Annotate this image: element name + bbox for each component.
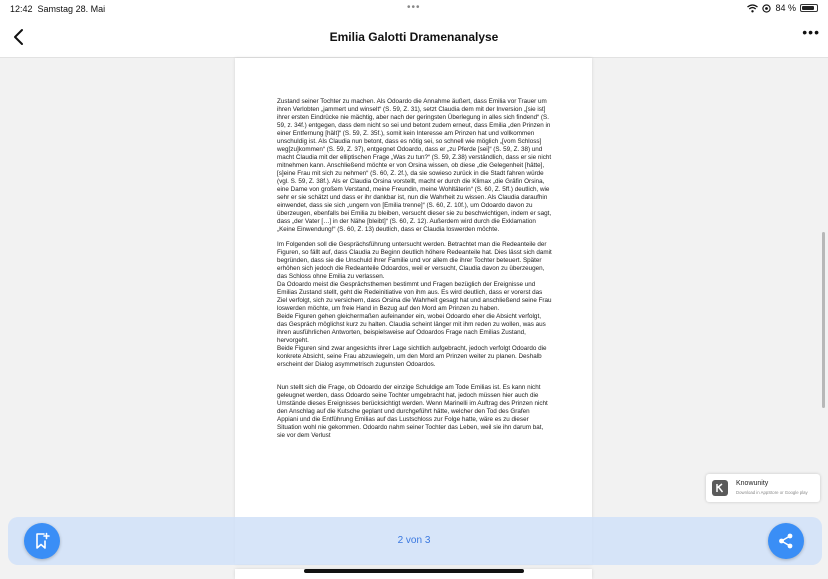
paragraph-2: Im Folgenden soll die Gesprächsführung untersucht werden. Betrachtet man die Redeanteile der Figuren, so fällt auf, dass Claudia zu Beginn deutlich höhere Redeanteile hat. Dies lässt sich damit begründen, dass sie die Unschuld ihrer Familie und vor allem die ihrer Tochter beteuert. Später erhöhen sich jedoch die Redeanteile Odoardos, weil er versucht, Claudia davon zu überzeugen, das Schloss ohne Emilia zu verlassen. Da Odoardo meist die Gesprächsthemen bestimmt und Fragen bezüglich der Ereignisse und Emilias Zustand stellt, geht die Redeinitiative von ihm aus. Es wird deutlich, dass er vorerst das Ziel verfolgt, sich zu versichern, dass Orsina die Wahrheit gesagt hat und anschließend seine Frau loswerden möchte, um freie Hand in Bezug auf den Mord am Prinzen zu haben. Beide Figuren gehen gleichermaßen aufeinander ein, wobei Odoardo eher die Absicht verfolgt, das Gespräch möglichst kurz zu halten. Claudia scheint länger mit ihm reden zu wollen, was aus ihren ausführlichen Antworten, beispielsweise auf Odoardos Frage nach Emilias Zustand, hervorgeht. Beide Figuren sind zwar angesichts ihrer Lage sichtlich aufgebracht, jedoch verfolgt Odoardo die konkrete Absicht, seine Frau abzuwiegeln, um den Mord am Prinzen weiter zu planen. Deshalb erscheint der Dialog asymmetrisch zugunsten Odoardos.: [277, 241, 552, 368]
paragraph-3: Nun stellt sich die Frage, ob Odoardo der einzige Schuldige am Tode Emilias ist. Es kann nicht geleugnet werden, dass Odoardo seine Tochter umgebracht hat, jedoch müssen hier auch die Umstände dieses Ereignisses berücksichtigt werden. Wenn Marinelli im Auftrag des Prinzen nicht den Anschlag auf die Kutsche geplant und durchgeführt hätte, welcher den Tod des Grafen Appiani und die Entführung Emilias auf das Lustschloss zur Folge hatte, wäre es zu dieser Situation wohl nie gekommen. Odoardo nahm seiner Tochter das Leben, weil sie ihn darum bat, sie vor dem Verlust: [277, 384, 548, 439]
location-icon: [762, 4, 771, 13]
knowunity-badge[interactable]: [706, 474, 820, 502]
knowunity-name: Knowunity: [736, 480, 769, 487]
more-options-icon[interactable]: •••: [802, 24, 820, 40]
status-date: Samstag 28. Mai: [37, 4, 106, 14]
status-time: 12:42 Samstag 28. Mai: [10, 4, 106, 14]
battery-fill: [802, 6, 814, 10]
page-indicator: 2 von 3: [397, 535, 431, 546]
knowunity-subtitle: Download in AppStore or Google play: [736, 490, 808, 495]
status-bar: [0, 0, 828, 18]
page-title: Emilia Galotti Dramenanalyse: [329, 30, 499, 44]
battery-percent: 84 %: [775, 3, 796, 13]
bookmark-button[interactable]: [24, 523, 60, 559]
wifi-icon: [747, 4, 758, 13]
share-button[interactable]: [768, 523, 804, 559]
home-indicator[interactable]: [304, 569, 524, 573]
document-page[interactable]: [235, 58, 592, 564]
knowunity-logo-icon: [712, 480, 728, 496]
bookmark-plus-icon: [33, 532, 51, 550]
nav-bar: [0, 18, 828, 58]
share-icon: [777, 532, 795, 550]
battery-icon: [800, 4, 818, 12]
scrollbar[interactable]: [822, 232, 825, 408]
multitasking-dots[interactable]: •••: [407, 2, 421, 13]
status-right: [747, 3, 818, 13]
document-text: [277, 98, 552, 447]
paragraph-1: Zustand seiner Tochter zu machen. Als Odoardo die Annahme äußert, dass Emilia vor Trauer um ihren Verlobten „jammert und winselt“ (S. 59, Z. 31), setzt Claudia dem mit der Inversion „[sie ist] ihrer ersten Eindrücke nie mächtig, aber nach der geringsten Überlegung in alles sich findend“ (S. 59, z. 34f.) entgegen, dass dem nicht so sei und betont zudem erneut, dass Emilia „den Prinzen in einer Entfernung [hält]“ (S. 59, Z. 35f.), somit kein Interesse am Prinzen hat und vollkommen unschuldig ist. Als Claudia nun betont, dass es nötig sei, so schnell wie möglich „[vom Schloss] weg[zu]kommen“ (S. 59, Z. 37), entgegnet Odoardo, dass er „zu Pferde [sei]“ (S. 59, Z. 38) und macht Claudia mit der elliptischen Frage „Was zu tun?“ (S. 59, Z.38) verständlich, dass er sie nicht mitnehmen kann. Anschließend möchte er von Orsina wissen, ob diese „die Gelegenheit [hätte], [s]eine Frau mit sich zu nehmen“ (S. 60, Z. 2f.), da sie sowieso zurück in die Stadt fahren würde (vgl. S. 59, Z. 38f.). Als er Claudia Orsina vorstellt, macht er durch die Klimax „die Gräfin Orsina, eine Dame von großem Verstand, meine Freundin, meine Wohltäterin“ (S. 60, Z. 5ff.) deutlich, wie sehr er sie schätzt und dass er ihr dankbar ist, nun die Wahrheit zu wissen. Als Claudia daraufhin einwendet, dass sie sich „ungern von [Emilia trenne]“ (S. 60, Z. 10f.), um Odoardo davon zu überzeugen, ebenfalls bei Emilia zu bleiben, versucht dieser sie zu beschwichtigen, indem er sagt, dass „der Vater […] in der Nähe [bleibt]“ (S. 60, Z. 12). Außerdem wird durch die Exklamation „Keine Einwendung!“ (S. 60, Z. 13) deutlich, dass er Claudia loswerden möchte.: [277, 98, 552, 233]
